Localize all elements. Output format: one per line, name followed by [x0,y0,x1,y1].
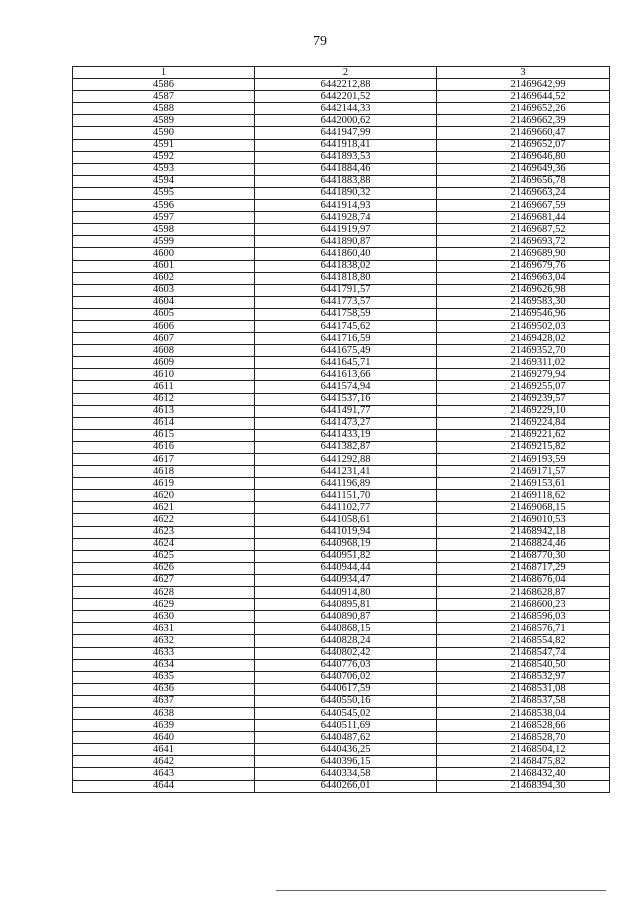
x-coordinate-cell: 6440545,02 [255,707,437,719]
y-coordinate-cell: 21469224,84 [437,417,610,429]
table-row [73,635,610,647]
y-coordinate-cell: 21469662,39 [437,115,610,127]
x-coordinate-cell: 6441919,97 [255,224,437,236]
y-coordinate-cell: 21469689,90 [437,248,610,260]
point-number-cell: 4590 [73,127,255,139]
x-coordinate-cell: 6441914,93 [255,200,437,212]
x-coordinate-cell: 6440436,25 [255,744,437,756]
x-coordinate-cell: 6440934,47 [255,574,437,586]
x-coordinate-cell: 6441918,41 [255,139,437,151]
table-row [73,200,610,212]
x-coordinate-cell: 6441382,87 [255,441,437,453]
y-coordinate-cell: 21469068,15 [437,502,610,514]
x-coordinate-cell: 6440396,15 [255,756,437,768]
table-row [73,454,610,466]
y-coordinate-cell: 21469239,57 [437,393,610,405]
x-coordinate-cell: 6441292,88 [255,454,437,466]
x-coordinate-cell: 6442201,52 [255,91,437,103]
y-coordinate-cell: 21469010,53 [437,514,610,526]
x-coordinate-cell: 6441537,16 [255,393,437,405]
y-coordinate-cell: 21468528,66 [437,720,610,732]
y-coordinate-cell: 21468531,08 [437,683,610,695]
y-coordinate-cell: 21468528,70 [437,732,610,744]
table-row [73,224,610,236]
table-row [73,115,610,127]
y-coordinate-cell: 21469626,98 [437,284,610,296]
header-row [73,67,610,79]
y-coordinate-cell: 21468540,50 [437,659,610,671]
x-coordinate-cell: 6441645,71 [255,357,437,369]
y-coordinate-cell: 21468717,29 [437,562,610,574]
x-coordinate-cell: 6441947,99 [255,127,437,139]
x-coordinate-cell: 6441818,80 [255,272,437,284]
point-number-cell: 4595 [73,187,255,199]
point-number-cell: 4620 [73,490,255,502]
point-number-cell: 4596 [73,200,255,212]
point-number-cell: 4642 [73,756,255,768]
x-coordinate-cell: 6440944,44 [255,562,437,574]
y-coordinate-cell: 21469428,02 [437,333,610,345]
table-row [73,647,610,659]
point-number-cell: 4625 [73,550,255,562]
y-coordinate-cell: 21469352,70 [437,345,610,357]
y-coordinate-cell: 21469652,07 [437,139,610,151]
y-coordinate-cell: 21468475,82 [437,756,610,768]
x-coordinate-cell: 6441058,61 [255,514,437,526]
x-coordinate-cell: 6441745,62 [255,320,437,332]
point-number-cell: 4641 [73,744,255,756]
x-coordinate-cell: 6440334,58 [255,768,437,780]
x-coordinate-cell: 6441019,94 [255,526,437,538]
table-row [73,320,610,332]
table-row [73,405,610,417]
table-row [73,260,610,272]
x-coordinate-cell: 6441151,70 [255,490,437,502]
x-coordinate-cell: 6441838,02 [255,260,437,272]
y-coordinate-cell: 21468576,71 [437,623,610,635]
y-coordinate-cell: 21469215,82 [437,441,610,453]
y-coordinate-cell: 21469667,59 [437,200,610,212]
column-header-2: 2 [255,67,437,79]
table-row [73,151,610,163]
point-number-cell: 4598 [73,224,255,236]
column-header-3: 3 [437,67,610,79]
table-row [73,611,610,623]
point-number-cell: 4639 [73,720,255,732]
table-row [73,308,610,320]
y-coordinate-cell: 21468676,04 [437,574,610,586]
point-number-cell: 4627 [73,574,255,586]
page-number: 79 [313,34,327,49]
x-coordinate-cell: 6440890,87 [255,611,437,623]
x-coordinate-cell: 6441473,27 [255,417,437,429]
point-number-cell: 4605 [73,308,255,320]
x-coordinate-cell: 6441196,89 [255,478,437,490]
y-coordinate-cell: 21469656,78 [437,175,610,187]
x-coordinate-cell: 6441893,53 [255,151,437,163]
y-coordinate-cell: 21468554,82 [437,635,610,647]
y-coordinate-cell: 21468504,12 [437,744,610,756]
x-coordinate-cell: 6440706,02 [255,671,437,683]
table-row [73,720,610,732]
point-number-cell: 4622 [73,514,255,526]
point-number-cell: 4586 [73,79,255,91]
x-coordinate-cell: 6441491,77 [255,405,437,417]
y-coordinate-cell: 21469644,52 [437,91,610,103]
point-number-cell: 4600 [73,248,255,260]
x-coordinate-cell: 6440868,15 [255,623,437,635]
x-coordinate-cell: 6441675,49 [255,345,437,357]
table-header [73,67,610,79]
point-number-cell: 4634 [73,659,255,671]
point-number-cell: 4614 [73,417,255,429]
table-row [73,744,610,756]
x-coordinate-cell: 6440617,59 [255,683,437,695]
y-coordinate-cell: 21469193,59 [437,454,610,466]
x-coordinate-cell: 6442144,33 [255,103,437,115]
x-coordinate-cell: 6440914,80 [255,587,437,599]
point-number-cell: 4593 [73,163,255,175]
x-coordinate-cell: 6441716,59 [255,333,437,345]
table-row [73,417,610,429]
y-coordinate-cell: 21469652,26 [437,103,610,115]
x-coordinate-cell: 6440487,62 [255,732,437,744]
point-number-cell: 4621 [73,502,255,514]
point-number-cell: 4601 [73,260,255,272]
y-coordinate-cell: 21468824,46 [437,538,610,550]
point-number-cell: 4635 [73,671,255,683]
table-row [73,175,610,187]
coordinates-table [72,66,610,793]
point-number-cell: 4599 [73,236,255,248]
x-coordinate-cell: 6441928,74 [255,212,437,224]
table-row [73,333,610,345]
y-coordinate-cell: 21469642,99 [437,79,610,91]
x-coordinate-cell: 6441791,57 [255,284,437,296]
point-number-cell: 4631 [73,623,255,635]
y-coordinate-cell: 21468432,40 [437,768,610,780]
footer-rule [276,890,606,891]
table-row [73,599,610,611]
point-number-cell: 4587 [73,91,255,103]
x-coordinate-cell: 6440895,81 [255,599,437,611]
point-number-cell: 4619 [73,478,255,490]
point-number-cell: 4630 [73,611,255,623]
x-coordinate-cell: 6441574,94 [255,381,437,393]
x-coordinate-cell: 6441860,40 [255,248,437,260]
point-number-cell: 4624 [73,538,255,550]
x-coordinate-cell: 6441883,88 [255,175,437,187]
table-row [73,562,610,574]
point-number-cell: 4594 [73,175,255,187]
table-row [73,284,610,296]
table-row [73,490,610,502]
point-number-cell: 4608 [73,345,255,357]
y-coordinate-cell: 21469663,04 [437,272,610,284]
y-coordinate-cell: 21469663,24 [437,187,610,199]
y-coordinate-cell: 21469679,76 [437,260,610,272]
y-coordinate-cell: 21468394,30 [437,780,610,792]
point-number-cell: 4629 [73,599,255,611]
point-number-cell: 4626 [73,562,255,574]
y-coordinate-cell: 21469118,62 [437,490,610,502]
point-number-cell: 4604 [73,296,255,308]
x-coordinate-cell: 6441890,32 [255,187,437,199]
y-coordinate-cell: 21469649,36 [437,163,610,175]
y-coordinate-cell: 21469171,57 [437,466,610,478]
y-coordinate-cell: 21469646,80 [437,151,610,163]
y-coordinate-cell: 21468628,87 [437,587,610,599]
table-row [73,187,610,199]
point-number-cell: 4609 [73,357,255,369]
point-number-cell: 4615 [73,429,255,441]
table-row [73,478,610,490]
y-coordinate-cell: 21468547,74 [437,647,610,659]
table-row [73,780,610,792]
table-row [73,212,610,224]
y-coordinate-cell: 21469153,61 [437,478,610,490]
y-coordinate-cell: 21469229,10 [437,405,610,417]
table-row [73,695,610,707]
x-coordinate-cell: 6441890,87 [255,236,437,248]
table-row [73,623,610,635]
table-row [73,466,610,478]
x-coordinate-cell: 6441773,57 [255,296,437,308]
table-row [73,574,610,586]
table-row [73,91,610,103]
point-number-cell: 4588 [73,103,255,115]
point-number-cell: 4623 [73,526,255,538]
point-number-cell: 4632 [73,635,255,647]
table-row [73,357,610,369]
table-row [73,429,610,441]
x-coordinate-cell: 6440550,16 [255,695,437,707]
y-coordinate-cell: 21468770,30 [437,550,610,562]
point-number-cell: 4633 [73,647,255,659]
y-coordinate-cell: 21469255,07 [437,381,610,393]
table-row [73,502,610,514]
point-number-cell: 4617 [73,454,255,466]
table-row [73,296,610,308]
x-coordinate-cell: 6440968,19 [255,538,437,550]
point-number-cell: 4611 [73,381,255,393]
table-body [73,79,610,793]
point-number-cell: 4636 [73,683,255,695]
point-number-cell: 4643 [73,768,255,780]
table-row [73,236,610,248]
table-row [73,393,610,405]
y-coordinate-cell: 21469687,52 [437,224,610,236]
point-number-cell: 4638 [73,707,255,719]
x-coordinate-cell: 6441231,41 [255,466,437,478]
point-number-cell: 4618 [73,466,255,478]
table-row [73,550,610,562]
x-coordinate-cell: 6440802,42 [255,647,437,659]
x-coordinate-cell: 6440776,03 [255,659,437,671]
point-number-cell: 4607 [73,333,255,345]
x-coordinate-cell: 6441884,46 [255,163,437,175]
table-row [73,659,610,671]
y-coordinate-cell: 21468532,97 [437,671,610,683]
y-coordinate-cell: 21469311,02 [437,357,610,369]
point-number-cell: 4592 [73,151,255,163]
y-coordinate-cell: 21469502,03 [437,320,610,332]
x-coordinate-cell: 6441613,66 [255,369,437,381]
table-row [73,272,610,284]
table-row [73,671,610,683]
table-row [73,103,610,115]
table-row [73,683,610,695]
table-row [73,732,610,744]
y-coordinate-cell: 21469693,72 [437,236,610,248]
table-row [73,587,610,599]
point-number-cell: 4610 [73,369,255,381]
point-number-cell: 4628 [73,587,255,599]
table-row [73,707,610,719]
x-coordinate-cell: 6442000,62 [255,115,437,127]
point-number-cell: 4640 [73,732,255,744]
point-number-cell: 4606 [73,320,255,332]
point-number-cell: 4644 [73,780,255,792]
table-row [73,248,610,260]
y-coordinate-cell: 21468537,58 [437,695,610,707]
point-number-cell: 4603 [73,284,255,296]
x-coordinate-cell: 6440266,01 [255,780,437,792]
y-coordinate-cell: 21468596,03 [437,611,610,623]
x-coordinate-cell: 6440511,69 [255,720,437,732]
point-number-cell: 4589 [73,115,255,127]
table-row [73,538,610,550]
x-coordinate-cell: 6440828,24 [255,635,437,647]
table-row [73,163,610,175]
table-row [73,756,610,768]
point-number-cell: 4613 [73,405,255,417]
y-coordinate-cell: 21469583,30 [437,296,610,308]
x-coordinate-cell: 6440951,82 [255,550,437,562]
y-coordinate-cell: 21469546,96 [437,308,610,320]
point-number-cell: 4602 [73,272,255,284]
table-row [73,127,610,139]
y-coordinate-cell: 21468600,23 [437,599,610,611]
x-coordinate-cell: 6442212,88 [255,79,437,91]
table-row [73,79,610,91]
x-coordinate-cell: 6441433,19 [255,429,437,441]
y-coordinate-cell: 21469279,94 [437,369,610,381]
point-number-cell: 4637 [73,695,255,707]
point-number-cell: 4612 [73,393,255,405]
table-row [73,768,610,780]
table-row [73,441,610,453]
point-number-cell: 4591 [73,139,255,151]
point-number-cell: 4597 [73,212,255,224]
x-coordinate-cell: 6441758,59 [255,308,437,320]
y-coordinate-cell: 21469681,44 [437,212,610,224]
y-coordinate-cell: 21468538,04 [437,707,610,719]
point-number-cell: 4616 [73,441,255,453]
x-coordinate-cell: 6441102,77 [255,502,437,514]
table-row [73,345,610,357]
table-row [73,381,610,393]
y-coordinate-cell: 21469221,62 [437,429,610,441]
column-header-1: 1 [73,67,255,79]
table-row [73,514,610,526]
table-row [73,369,610,381]
table-row [73,139,610,151]
y-coordinate-cell: 21469660,47 [437,127,610,139]
table-row [73,526,610,538]
y-coordinate-cell: 21468942,18 [437,526,610,538]
